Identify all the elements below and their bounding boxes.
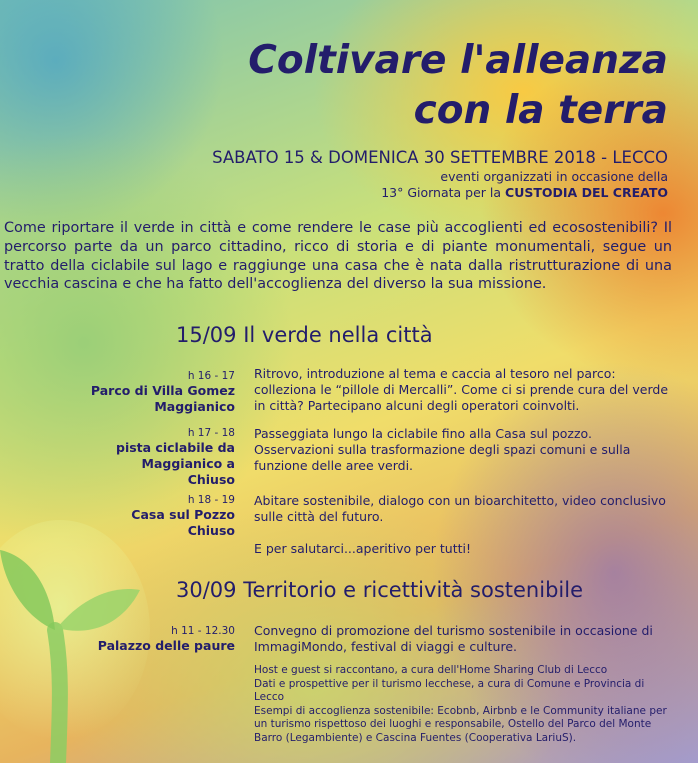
event-4-place: Palazzo delle paure [97,638,235,653]
event-2-left [90,426,235,488]
event-2-time: h 17 - 18 [187,427,235,439]
event-4-time: h 11 - 12.30 [171,625,235,637]
event-4-description: Convegno di promozione del turismo sostenibile in occasione di ImmagiMondo, festival di viaggi e culture. [254,623,653,654]
section-2-title: 30/09 Territorio e ricettività sostenibile [176,578,583,602]
event-1-left [90,369,235,415]
event-4-left [90,624,235,654]
intro-paragraph: Come riportare il verde in città e come rendere le case più accoglienti ed ecosostenibili? Il percorso parte da un parco cittadino, ricco di storia e di piante monumentali, segue un tratto della ciclabile sul lago e raggiunge una casa che è nata dalla ristrutturazione di una vecchia cascina e che ha fatto dell'accoglienza del diverso la sua missione. [4,220,672,293]
title-line-1: Coltivare l'alleanza [248,38,668,83]
event-2-description: Passeggiata lungo la ciclabile fino alla Casa sul pozzo. Osservazioni sulla trasformazione degli spazi comuni e sulla funzione delle aree verdi. [254,426,631,473]
event-3-place: Casa sul Pozzo Chiuso [131,507,235,538]
event-1-place: Parco di Villa Gomez Maggianico [90,383,235,414]
event-3-left [90,493,235,539]
event-1-description: Ritrovo, introduzione al tema e caccia al tesoro nel parco: colleziona le “pillole di Mercalli”. Come ci si prende cura del verde in città? Partecipano alcuni degli operatori coinvolti. [254,366,669,413]
section-1-title: 15/09 Il verde nella città [176,323,433,347]
detail-line-1: Host e guest si raccontano, a cura dell'Home Sharing Club di Lecco [254,664,608,676]
subtitle-giornata [381,185,668,201]
event-1-time: h 16 - 17 [187,370,235,382]
detail-line-3: Esempi di accoglienza sostenibile: Ecobnb, Airbnb e le Community italiane per un turismo rispettoso dei luoghi e responsabile, Ostello del Parco del Monte Barro (Legambiente) e Cascina Fuentes (Cooperativa LariuS). [254,704,667,744]
poster-title [248,36,668,136]
closing-aperitivo: E per salutarci...aperitivo per tutti! [254,541,472,556]
subtitle-occasion: eventi organizzati in occasione della [440,169,668,184]
detail-line-2: Dati e prospettive per il turismo lecchese, a cura di Comune e Provincia di Lecco [254,677,645,704]
event-dates: SABATO 15 & DOMENICA 30 SETTEMBRE 2018 - LECCO [212,148,668,167]
convegno-details [254,664,674,746]
event-3-time: h 18 - 19 [187,494,235,506]
subtitle-giornata-bold: CUSTODIA DEL CREATO [505,185,668,200]
event-3-description: Abitare sostenibile, dialogo con un bioarchitetto, video conclusivo sulle città del futuro. [254,493,666,524]
event-2-place: pista ciclabile da Maggianico a Chiuso [116,440,235,487]
subtitle-giornata-prefix: 13° Giornata per la [381,185,502,200]
title-line-2: con la terra [413,88,668,133]
